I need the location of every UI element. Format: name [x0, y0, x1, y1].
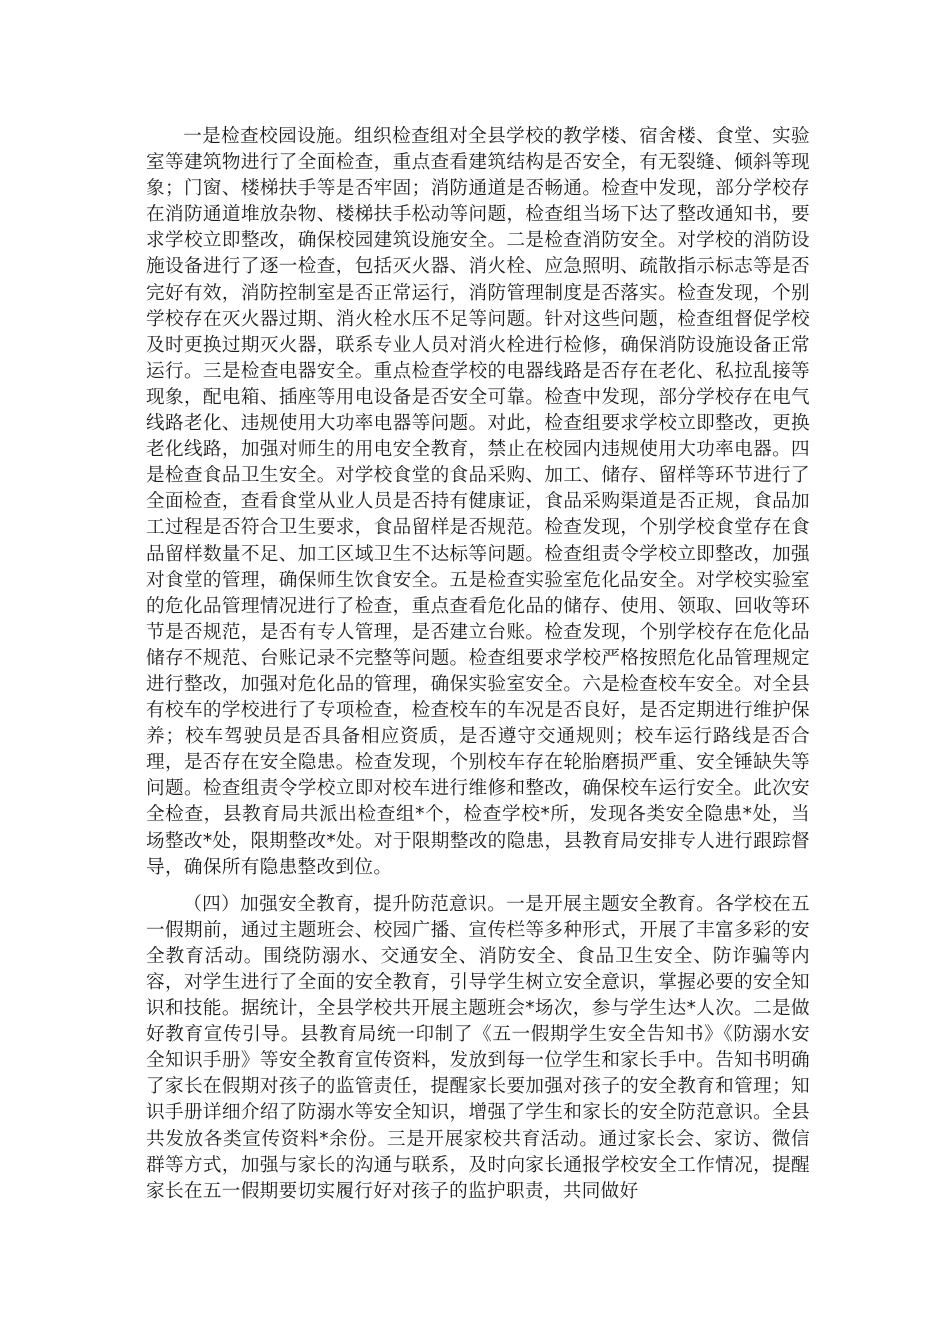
paragraph-safety-education: （四）加强安全教育，提升防范意识。一是开展主题安全教育。各学校在五一假期前，通过主题班会、校园广播、宣传栏等多种形式，开展了丰富多彩的安全教育活动。围绕防溺水、交通安全、消防安全、食品卫生安全、防诈骗等内容，对学生进行了全面的安全教育，引导学生树立安全意识，掌握必要的安全知识和技能。据统计，全县学校共开展主题班会*场次，参与学生达*人次。二是做好教育宣传引导。县教育局统一印制了《五一假期学生安全告知书》《防溺水安全知识手册》等安全教育宣传资料，发放到每一位学生和家长手中。告知书明确了家长在假期对孩子的监管责任，提醒家长要加强对孩子的安全教育和管理；知识手册详细介绍了防溺水等安全知识，增强了学生和家长的安全防范意识。全县共发放各类宣传资料*余份。三是开展家校共育活动。通过家长会、家访、微信群等方式，加强与家长的沟通与联系，及时向家长通报学校安全工作情况，提醒家长在五一假期要切实履行好对孩子的监护职责，共同做好: [146, 893, 810, 1202]
document-body: [146, 124, 810, 1205]
paragraph-campus-inspection: 一是检查校园设施。组织检查组对全县学校的教学楼、宿舍楼、食堂、实验室等建筑物进行了全面检查，重点查看建筑结构是否安全，有无裂缝、倾斜等现象；门窗、楼梯扶手等是否牢固；消防通道是否畅通。检查中发现，部分学校存在消防通道堆放杂物、楼梯扶手松动等问题，检查组当场下达了整改通知书，要求学校立即整改，确保校园建筑设施安全。二是检查消防安全。对学校的消防设施设备进行了逐一检查，包括灭火器、消火栓、应急照明、疏散指示标志等是否完好有效，消防控制室是否正常运行，消防管理制度是否落实。检查发现，个别学校存在灭火器过期、消火栓水压不足等问题。针对这些问题，检查组督促学校及时更换过期灭火器，联系专业人员对消火栓进行检修，确保消防设施设备正常运行。三是检查电器安全。重点检查学校的电器线路是否存在老化、私拉乱接等现象，配电箱、插座等用电设备是否安全可靠。检查中发现，部分学校存在电气线路老化、违规使用大功率电器等问题。对此，检查组要求学校立即整改，更换老化线路，加强对师生的用电安全教育，禁止在校园内违规使用大功率电器。四是检查食品卫生安全。对学校食堂的食品采购、加工、储存、留样等环节进行了全面检查，查看食堂从业人员是否持有健康证，食品采购渠道是否正规，食品加工过程是否符合卫生要求，食品留样是否规范。检查发现，个别学校食堂存在食品留样数量不足、加工区域卫生不达标等问题。检查组责令学校立即整改，加强对食堂的管理，确保师生饮食安全。五是检查实验室危化品安全。对学校实验室的危化品管理情况进行了检查，重点查看危化品的储存、使用、领取、回收等环节是否规范，是否有专人管理，是否建立台账。检查发现，个别学校存在危化品储存不规范、台账记录不完整等问题。检查组要求学校严格按照危化品管理规定进行整改，加强对危化品的管理，确保实验室安全。六是检查校车安全。对全县有校车的学校进行了专项检查，检查校车的车况是否良好，是否定期进行维护保养；校车驾驶员是否具备相应资质，是否遵守交通规则；校车运行路线是否合理，是否存在安全隐患。检查发现，个别校车存在轮胎磨损严重、安全锤缺失等问题。检查组责令学校立即对校车进行维修和整改，确保校车运行安全。此次安全检查，县教育局共派出检查组*个，检查学校*所，发现各类安全隐患*处，当场整改*处，限期整改*处。对于限期整改的隐患，县教育局安排专人进行跟踪督导，确保所有隐患整改到位。: [146, 126, 810, 878]
